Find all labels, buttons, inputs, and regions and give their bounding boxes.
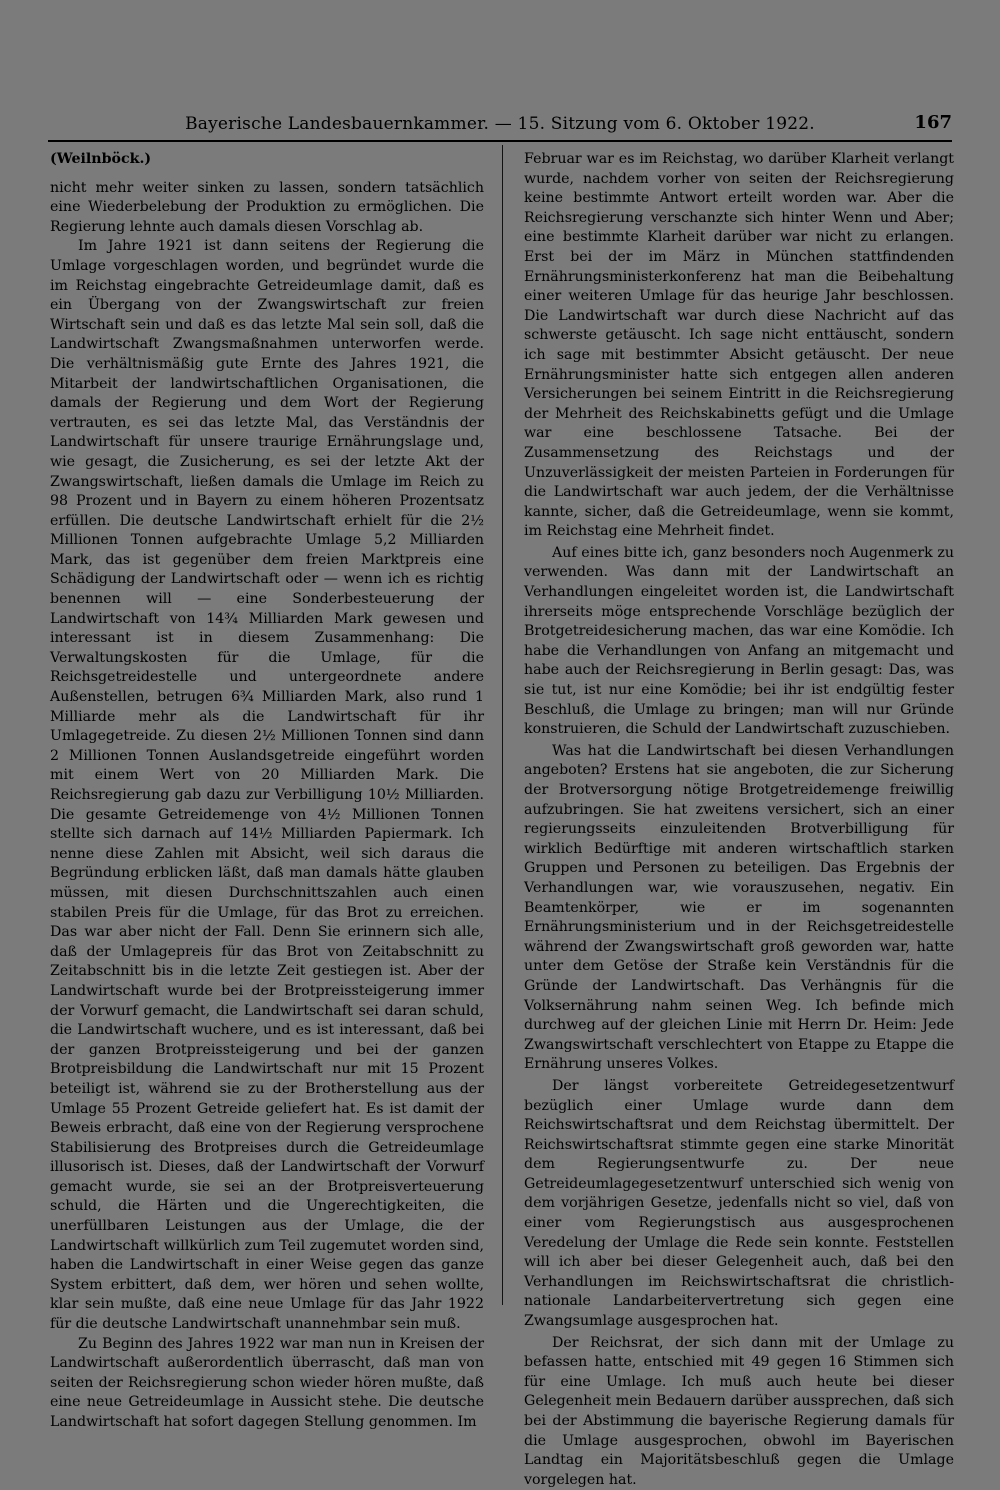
running-title: Bayerische Landesbauernkammer. — 15. Sitzung vom 6. Oktober 1922. <box>185 114 815 134</box>
paragraph: Februar war es im Reichstag, wo darüber Klarheit verlangt wurde, nachdem vorher von seiten der Reichsregierung keine bestimmte Antwort erteilt worden war. Aber die Reichsregierung verschanzte sich hinter Wenn und Aber; eine bestimmte Klarheit darüber war nicht zu erlangen. Erst bei der im März in München stattfindenden Ernährungsministerkonferenz hat man die Beibehaltung einer weiteren Umlage für das heurige Jahr beschlossen. Die Landwirtschaft war durch diese Nachricht auf das schwerste getäuscht. Ich sage nicht enttäuscht, sondern ich sage mit bestimmter Absicht getäuscht. Der neue Ernährungsminister hatte sich entgegen allen anderen Versicherungen bei seinem Eintritt in die Reichsregierung der Mehrheit des Reichskabinetts gefügt und die Umlage war eine beschlossene Tatsache. Bei der Zusammensetzung des Reichstags und der Unzuverlässigkeit der meisten Parteien in Forderungen für die Landwirtschaft war auch jedem, der die Verhältnisse kannte, sicher, daß die Getreideumlage, wenn sie kommt, im Reichstag eine Mehrheit findet. <box>524 151 954 540</box>
paragraph: Auf eines bitte ich, ganz besonders noch Augenmerk zu verwenden. Was dann mit der Landwirtschaft an Verhandlungen eingeleitet worden ist, die Landwirtschaft ihrerseits möge entsprechende Vorschläge bezüglich der Brotgetreidesicherung machen, das war eine Komödie. Ich habe die Verhandlungen von Anfang an mitgemacht und habe auch der Reichsregierung in Berlin gesagt: Das, was sie tut, ist nur eine Komödie; bei ihr ist endgültig fester Beschluß, die Umlage zu bringen; man will nur Gründe konstruieren, die Schuld der Landwirtschaft zuzuschieben. <box>524 544 954 738</box>
paragraph: Zu Beginn des Jahres 1922 war man nun in Kreisen der Landwirtschaft außerordentlich überrascht, daß man von seiten der Reichsregierung schon wieder hören mußte, daß eine neue Getreideumlage in Aussicht stehe. Die deutsche Landwirtschaft hat sofort dagegen Stellung genommen. Im <box>50 1335 484 1430</box>
page-header <box>48 112 952 136</box>
left-column <box>50 150 484 1433</box>
paragraph: Der Reichsrat, der sich dann mit der Umlage zu befassen hatte, entschied mit 49 gegen 16 Stimmen sich für eine Umlage. Ich muß auch heute bei dieser Gelegenheit mein Bedauern darüber aussprechen, daß sich bei der Abstimmung die bayerische Regierung damals für die Umlage ausgesprochen, obwohl im Bayerischen Landtag ein Majoritätsbeschluß gegen die Umlage vorgelegen hat. <box>524 1334 954 1488</box>
paragraph: Im Jahre 1921 ist dann seitens der Regierung die Umlage vorgeschlagen worden, und begründet wurde die im Reichstag eingebrachte Getreideumlage damit, daß es ein Übergang von der Zwangswirtschaft zur freien Wirtschaft sein und daß es das letzte Mal sein soll, daß die Landwirtschaft Zwangsmaßnahmen unterworfen werde. Die verhältnismäßig gute Ernte des Jahres 1921, die Mitarbeit der landwirtschaftlichen Organisationen, die damals der Regierung und dem Wort der Regierung vertrauten, es sei das letzte Mal, das Verständnis der Landwirtschaft für unsere traurige Ernährungslage und, wie gesagt, die Zusicherung, es sei der letzte Akt der Zwangswirtschaft, ließen damals die Umlage im Reich zu 98 Prozent und in Bayern zu einem höheren Prozentsatz erfüllen. Die deutsche Landwirtschaft erhielt für die 2½ Millionen Tonnen aufgebrachte Umlage 5,2 Milliarden Mark, das ist gegenüber dem freien Marktpreis eine Schädigung der Landwirtschaft oder — wenn ich es richtig benennen will — eine Sonderbesteuerung der Landwirtschaft von 14¾ Milliarden Mark gewesen und interessant ist in diesem Zusammenhang: Die Verwaltungskosten für die Umlage, für die Reichsgetreidestelle und untergeordnete andere Außenstellen, betrugen 6¾ Milliarden Mark, also rund 1 Milliarde mehr als die Landwirtschaft für ihr Umlagegetreide. Zu diesen 2½ Millionen Tonnen sind dann 2 Millionen Tonnen Auslandsgetreide eingeführt worden mit einem Wert von 20 Milliarden Mark. Die Reichsregierung gab dazu zur Verbilligung 10½ Milliarden. Die gesamte Getreidemenge von 4½ Millionen Tonnen stellte sich darnach auf 14½ Milliarden Papiermark. Ich nenne diese Zahlen mit Absicht, weil sich daraus die Begründung erblicken läßt, daß man damals hätte glauben müssen, mit diesen Durchschnittszahlen auch einen stabilen Preis für die Umlage, für das Brot zu erreichen. Das war aber nicht der Fall. Denn Sie erinnern sich alle, daß der Umlagepreis für das Brot von Zeitabschnitt zu Zeitabschnitt bis in die letzte Zeit gestiegen ist. Aber der Landwirtschaft wurde bei der Brotpreissteigerung immer der Vorwurf gemacht, die Landwirtschaft sei daran schuld, die Landwirtschaft wuchere, und es ist interessant, daß bei der ganzen Brotpreissteigerung und bei der ganzen Brotpreisbildung die Landwirtschaft nur mit 15 Prozent beteiligt ist, während sie zu der Brotherstellung aus der Umlage 55 Prozent Getreide geliefert hat. Es ist damit der Beweis erbracht, daß eine von der Regierung versprochene Stabilisierung des Brotpreises durch die Getreideumlage illusorisch ist. Dieses, daß der Landwirtschaft der Vorwurf gemacht wurde, sie sei an der Brotpreisverteuerung schuld, die Härten und die Ungerechtigkeiten, die unerfüllbaren Leistungen aus der Umlage, die der Landwirtschaft willkürlich zum Teil zugemutet worden sind, haben die Landwirtschaft in einer Weise gegen das ganze System erbittert, daß dem, wer hören und sehen wollte, klar sein mußte, daß eine neue Umlage für das Jahr 1922 für die deutsche Landwirtschaft unannehmbar sein muß. <box>50 238 484 1333</box>
header-rule <box>48 140 952 142</box>
paragraph: nicht mehr weiter sinken zu lassen, sondern tatsächlich eine Wiederbelebung der Produktion zu ermöglichen. Die Regierung lehnte auch damals diesen Vorschlag ab. <box>50 179 484 235</box>
right-column <box>524 150 954 1490</box>
page-number: 167 <box>914 112 952 133</box>
speaker-name: (Weilnböck.) <box>50 151 152 167</box>
column-divider <box>502 145 503 1305</box>
paragraph: Der längst vorbereitete Getreidegesetzentwurf bezüglich einer Umlage wurde dann dem Reichswirtschaftsrat und dem Reichstag übermittelt. Der Reichswirtschaftsrat stimmte gegen eine starke Minorität dem Regierungsentwurfe zu. Der neue Getreideumlagegesetzentwurf unterschied sich wenig von dem vorjährigen Gesetze, jedenfalls nicht so viel, daß von einer vom Regierungstisch aus ausgesprochenen Veredelung der Umlage die Rede sein konnte. Feststellen will ich aber bei dieser Gelegenheit auch, daß bei den Verhandlungen im Reichswirtschaftsrat die christlich-nationale Landarbeitervertretung sich gegen eine Zwangsumlage ausgesprochen hat. <box>524 1077 954 1330</box>
paragraph: Was hat die Landwirtschaft bei diesen Verhandlungen angeboten? Erstens hat sie angeboten, die zur Sicherung der Brotversorgung nötige Brotgetreidemenge freiwillig aufzubringen. Sie hat zweitens versichert, sich an einer regierungsseits einzuleitenden Brotverbilligung für wirklich Bedürftige mit anderen wirtschaftlich starken Gruppen und Personen zu beteiligen. Das Ergebnis der Verhandlungen war, wie vorauszusehen, negativ. Ein Beamtenkörper, wie er im sogenannten Ernährungsministerium und in der Reichsgetreidestelle während der Zwangswirtschaft groß geworden war, hatte unter dem Getöse der Straße kein Verständnis für die Gründe der Landwirtschaft. Das Verhängnis für die Volksernährung nahm seinen Weg. Ich befinde mich durchweg auf der gleichen Linie mit Herrn Dr. Heim: Jede Zwangswirtschaft verschlechtert von Etappe zu Etappe die Ernährung unseres Volkes. <box>524 742 954 1073</box>
